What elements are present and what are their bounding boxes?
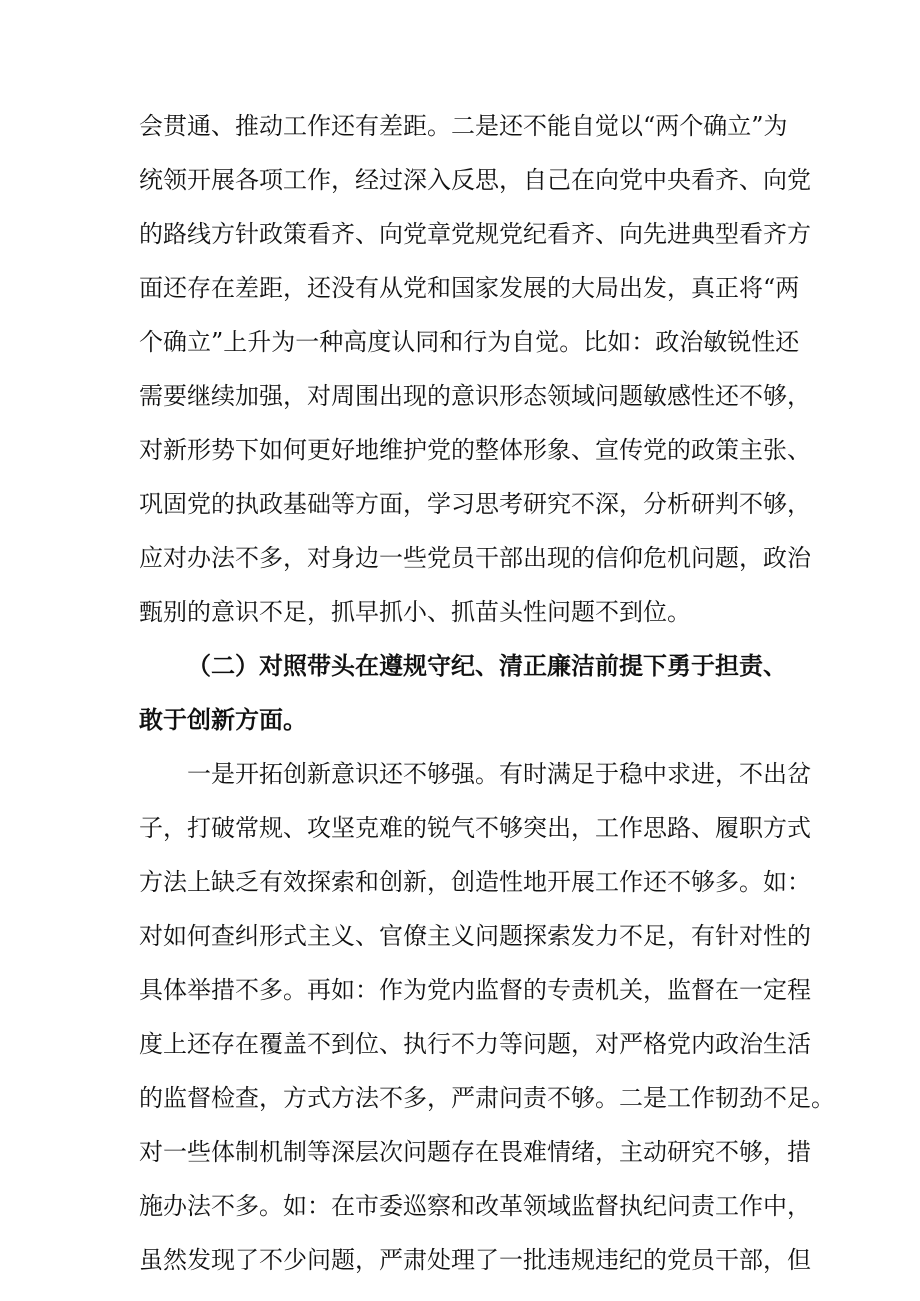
text-line: 需要继续加强，对周围出现的意识形态领域问题敏感性还不够， xyxy=(139,382,811,410)
text-line: 虽然发现了不少问题，严肃处理了一批违规违纪的党员干部，但 xyxy=(139,1246,811,1274)
text-line: 具体举措不多。再如：作为党内监督的专责机关，监督在一定程 xyxy=(139,976,811,1004)
text-line: 统领开展各项工作，经过深入反思，自己在向党中央看齐、向党 xyxy=(139,166,811,194)
text-line: 一是开拓创新意识还不够强。有时满足于稳中求进，不出岔 xyxy=(187,760,811,788)
text-line: 个确立”上升为一种高度认同和行为自觉。比如：政治敏锐性还 xyxy=(139,328,800,356)
text-line: 甄别的意识不足，抓早抓小、抓苗头性问题不到位。 xyxy=(139,598,691,626)
text-line: 对如何查纠形式主义、官僚主义问题探索发力不足，有针对性的 xyxy=(139,922,811,950)
text-line: 会贯通、推动工作还有差距。二是还不能自觉以“两个确立”为 xyxy=(139,112,788,140)
text-line: 的路线方针政策看齐、向党章党规党纪看齐、向先进典型看齐方 xyxy=(139,220,811,248)
text-line: 度上还存在覆盖不到位、执行不力等问题，对严格党内政治生活 xyxy=(139,1030,811,1058)
text-line: 施办法不多。如：在市委巡察和改革领域监督执纪问责工作中， xyxy=(139,1192,811,1220)
text-line: 面还存在差距，还没有从党和国家发展的大局出发，真正将“两 xyxy=(139,274,800,302)
text-line: 对新形势下如何更好地维护党的整体形象、宣传党的政策主张、 xyxy=(139,436,811,464)
text-line: 子，打破常规、攻坚克难的锐气不够突出，工作思路、履职方式 xyxy=(139,814,811,842)
text-line: 巩固党的执政基础等方面，学习思考研究不深，分析研判不够， xyxy=(139,490,811,518)
section-heading: 敢于创新方面。 xyxy=(139,706,307,734)
section-heading: （二）对照带头在遵规守纪、清正廉洁前提下勇于担责、 xyxy=(187,652,787,680)
text-line: 应对办法不多，对身边一些党员干部出现的信仰危机问题，政治 xyxy=(139,544,811,572)
text-line: 方法上缺乏有效探索和创新，创造性地开展工作还不够多。如： xyxy=(139,868,811,896)
text-line: 对一些体制机制等深层次问题存在畏难情绪，主动研究不够，措 xyxy=(139,1138,811,1166)
text-line: 的监督检查，方式方法不多，严肃问责不够。二是工作韧劲不足。 xyxy=(139,1084,835,1112)
